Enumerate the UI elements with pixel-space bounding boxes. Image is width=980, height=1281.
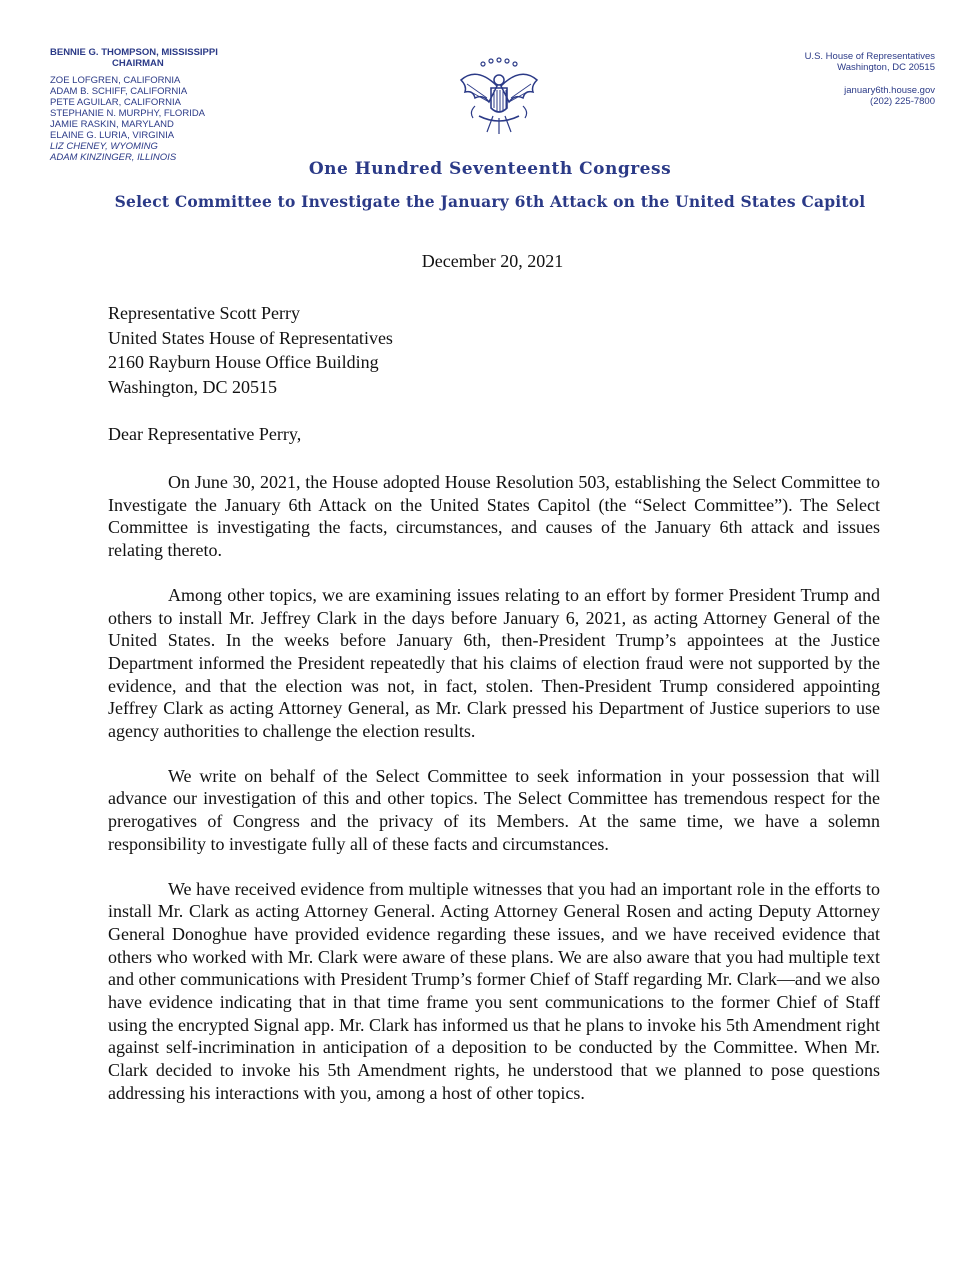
- salutation: Dear Representative Perry,: [108, 424, 302, 444]
- chairman-name: BENNIE G. THOMPSON, MISSISSIPPI: [50, 47, 218, 58]
- letter-date: December 20, 2021: [421, 251, 564, 271]
- address-line-1: U.S. House of Representatives: [804, 51, 935, 62]
- phone-number: (202) 225-7800: [870, 96, 935, 107]
- address-line-2: Washington, DC 20515: [837, 62, 935, 73]
- committee-member: STEPHANIE N. MURPHY, FLORIDA: [50, 108, 206, 119]
- committee-member: ADAM B. SCHIFF, CALIFORNIA: [50, 86, 188, 97]
- website-link[interactable]: january6th.house.gov: [844, 85, 935, 96]
- member-list: [50, 75, 218, 163]
- committee-member: ADAM KINZINGER, ILLINOIS: [50, 152, 177, 163]
- recipient-line: Washington, DC 20515: [108, 376, 278, 397]
- recipient-address: [108, 301, 393, 399]
- recipient-line: United States House of Representatives: [108, 327, 393, 348]
- chairman-title: CHAIRMAN: [112, 58, 164, 69]
- recipient-line: 2160 Rayburn House Office Building: [108, 352, 379, 372]
- committee-heading: Select Committee to Investigate the January 6th Attack on the United States Capitol: [114, 192, 866, 211]
- congress-heading: One Hundred Seventeenth Congress: [308, 159, 672, 179]
- recipient-line: Representative Scott Perry: [108, 303, 300, 323]
- body-paragraph: On June 30, 2021, the House adopted House Resolution 503, establishing the Select Committee to Investigate the January 6th Attack on the United States Capitol (the “Select Committee”). The Select Committee is investigating the facts, circumstances, and causes of the January 6th attack and issues relating thereto.: [108, 472, 880, 561]
- committee-member: ZOE LOFGREN, CALIFORNIA: [50, 75, 181, 86]
- house-seal-eagle-icon: [457, 56, 541, 142]
- committee-member: ELAINE G. LURIA, VIRGINIA: [50, 130, 175, 141]
- committee-roster: [50, 47, 218, 163]
- body-paragraph: We have received evidence from multiple witnesses that you had an important role in the efforts to install Mr. Clark as acting Attorney General. Acting Attorney General Rosen and acting Deputy Attorney General Donoghue have provided evidence regarding these issues, and we have received evidence that others who worked with Mr. Clark were aware of these plans. We are also aware that you had multiple text and other communications with President Trump’s former Chief of Staff regarding Mr. Clark—and we also have evidence indicating that in that time frame you sent communications to the former Chief of Staff using the encrypted Signal app. Mr. Clark has informed us that he plans to invoke his 5th Amendment right against self-incrimination in anticipation of a deposition to be conducted by the Committee. When Mr. Clark decided to invoke his 5th Amendment rights, he understood that we planned to pose questions addressing his interactions with you, among a host of other topics.: [108, 878, 880, 1103]
- committee-member: PETE AGUILAR, CALIFORNIA: [50, 97, 181, 108]
- committee-member: LIZ CHENEY, WYOMING: [50, 141, 158, 152]
- body-paragraph: Among other topics, we are examining issues relating to an effort by former President Trump and others to install Mr. Jeffrey Clark in the days before January 6, 2021, as acting Attorney General of the United States. In the weeks before January 6th, then-President Trump’s appointees at the Justice Department informed the President repeatedly that his claims of election fraud were not supported by the evidence, and that the election was not, in fact, stolen. Then-President Trump considered appointing Jeffrey Clark as acting Attorney General, as Mr. Clark pressed his Department of Justice superiors to use agency authorities to challenge the election results.: [108, 584, 880, 742]
- body-paragraph: We write on behalf of the Select Committee to seek information in your possession that will advance our investigation of this and other topics. The Select Committee has tremendous respect for the prerogatives of Congress and the privacy of its Members. At the same time, we have a solemn responsibility to investigate fully all of these facts and circumstances.: [108, 765, 880, 854]
- letter-body: [108, 471, 880, 1127]
- committee-member: JAMIE RASKIN, MARYLAND: [50, 119, 174, 130]
- office-address: [805, 51, 935, 107]
